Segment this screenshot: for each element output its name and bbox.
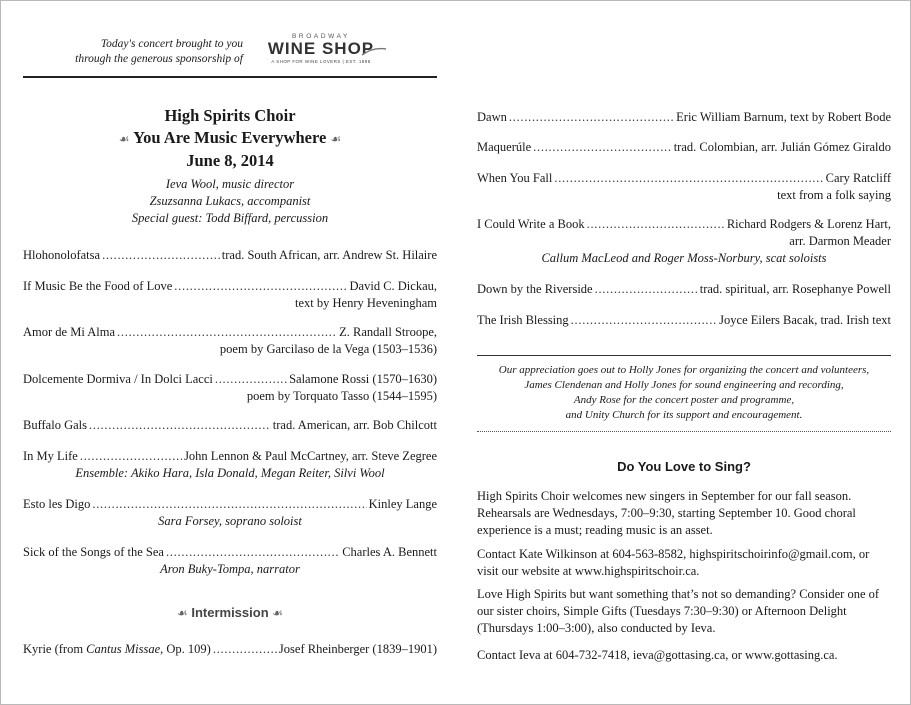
piece-title: When You Fall [477,171,553,185]
logo-swoosh-icon [361,45,387,57]
finale-title-pre: Kyrie (from [23,642,87,656]
piece-title [23,641,211,658]
piece-credit: Charles A. Bennett [342,545,437,559]
program-item [23,324,437,358]
fleuron-left-icon: ☙ [176,606,188,620]
appreciation-line: James Clendenan and Holly Jones for sound engineering and recording, [524,379,844,391]
program-item [477,281,891,298]
program-item [477,109,891,126]
appreciation-rule-bottom [477,431,891,432]
music-director: Ieva Wool, music director [165,177,295,191]
piece-title: Dolcemente Dormiva / In Dolci Lacci [23,372,213,386]
appreciation-line: Andy Rose for the concert poster and programme, [573,394,795,406]
header-rule [23,76,437,78]
piece-performers: Sara Forsey, soprano soloist [158,514,302,528]
piece-title: Sick of the Songs of the Sea [23,545,164,559]
piece-credit: Z. Randall Stroope, [339,325,437,339]
piece-credit: Richard Rodgers & Lorenz Hart, [726,217,891,231]
piece-credit: trad. American, arr. Bob Chilcott [272,418,437,432]
logo-sub-text: A SHOP FOR WINE LOVERS | EST. 1998 [271,59,371,64]
piece-title: If Music Be the Food of Love [23,279,173,293]
concert-header [23,105,437,227]
program-item [477,312,891,329]
fleuron-right-icon: ☙ [272,606,284,620]
concert-date: June 8, 2014 [186,151,274,170]
program-item [477,170,891,204]
piece-credit: trad. Colombian, arr. Julián Gómez Giraldo [673,140,891,154]
sing-paragraph: High Spirits Choir welcomes new singers in September for our fall season. Rehearsals are Wednesdays, 7:00–9:30, starting September 10. Good choral experience is a must; reading music is an asset. [477,489,856,537]
program-item [23,544,437,578]
logo-main-text: WINE SHOP [267,39,375,58]
special-guest: Special guest: Todd Biffard, percussion [131,211,329,225]
program-item [23,247,437,264]
accompanist: Zsuzsanna Lukacs, accompanist [149,194,311,208]
piece-credit: trad. South African, arr. Andrew St. Hilaire [221,248,437,262]
fleuron-left-icon: ☙ [118,132,130,146]
piece-performers: Ensemble: Akiko Hara, Isla Donald, Megan Reiter, Silvi Wool [75,466,385,480]
piece-title: I Could Write a Book [477,217,585,231]
program-item [23,371,437,405]
piece-title: Esto les Digo [23,497,91,511]
appreciation-note [477,363,891,423]
piece-credit: Salamone Rossi (1570–1630) [289,372,437,386]
concert-title [23,127,437,150]
piece-credit: Kinley Lange [368,497,437,511]
intermission-heading [23,605,437,620]
piece-credit: John Lennon & Paul McCartney, arr. Steve Zegree [184,449,437,463]
piece-subcredit: text by Henry Heveningham [295,296,437,310]
choir-name: High Spirits Choir [164,106,296,125]
piece-credit: Eric William Barnum, text by Robert Bode [676,110,891,124]
appreciation-rule-top [477,355,891,356]
piece-title: Dawn [477,110,507,124]
finale-title-post: , Op. 109) [160,642,211,656]
piece-credit: Josef Rheinberger (1839–1901) [278,642,437,656]
piece-subcredit: poem by Torquato Tasso (1544–1595) [246,389,437,403]
sing-paragraph: Contact Kate Wilkinson at 604-563-8582, highspiritschoirinfo@gmail.com, or visit our website at www.highspiritschoir.ca. [477,547,870,578]
sponsor-text [51,37,243,67]
program-item [477,139,891,156]
program-item [23,278,437,312]
logo-top-text: BROADWAY [292,33,350,40]
sing-heading: Do You Love to Sing? [617,459,751,474]
program-item [23,417,437,434]
wine-shop-logo [261,33,391,71]
piece-subcredit: poem by Garcilaso de la Vega (1503–1536) [219,342,437,356]
sponsor-line-1: Today's concert brought to you [100,38,243,50]
piece-title: Down by the Riverside [477,282,593,296]
piece-performers: Callum MacLeod and Roger Moss-Norbury, scat soloists [541,251,827,265]
sponsor-block [51,29,391,75]
appreciation-line: Our appreciation goes out to Holly Jones for organizing the concert and volunteers, [498,364,870,376]
program-item [477,216,891,267]
intermission-text: Intermission [191,605,269,620]
piece-title: Hlohonolofatsa [23,248,101,262]
piece-title: Buffalo Gals [23,418,87,432]
piece-credit: Cary Ratcliff [825,171,891,185]
program-item [23,496,437,530]
fleuron-right-icon: ☙ [330,132,342,146]
finale-title-italic: Cantus Missae [86,642,161,656]
piece-title: The Irish Blessing [477,313,569,327]
sing-paragraph: Love High Spirits but want something that’s not so demanding? Consider one of our sister choirs, Simple Gifts (Tuesdays 7:30–9:30) or Afternoon Delight (Thursdays 1:00–3:00), also conducted by Ieva. [477,587,880,635]
piece-performers: Aron Buky-Tompa, narrator [160,562,300,576]
piece-credit: David C. Dickau, [349,279,437,293]
piece-credit: trad. spiritual, arr. Rosephanye Powell [699,282,891,296]
program-item [23,641,437,658]
piece-subcredit: text from a folk saying [777,188,891,202]
concert-title-text: You Are Music Everywhere [133,128,327,147]
sponsor-line-2: through the generous sponsorship of [75,53,243,65]
program-item [23,448,437,482]
piece-title: In My Life [23,449,78,463]
appreciation-line: and Unity Church for its support and encouragement. [565,409,803,421]
sing-paragraph: Contact Ieva at 604-732-7418, ieva@gottasing.ca, or www.gottasing.ca. [477,648,838,662]
piece-title: Amor de Mi Alma [23,325,116,339]
piece-credit: Joyce Eilers Bacak, trad. Irish text [719,313,891,327]
piece-title: Maquerúle [477,140,532,154]
piece-subcredit: arr. Darmon Meader [789,234,891,248]
